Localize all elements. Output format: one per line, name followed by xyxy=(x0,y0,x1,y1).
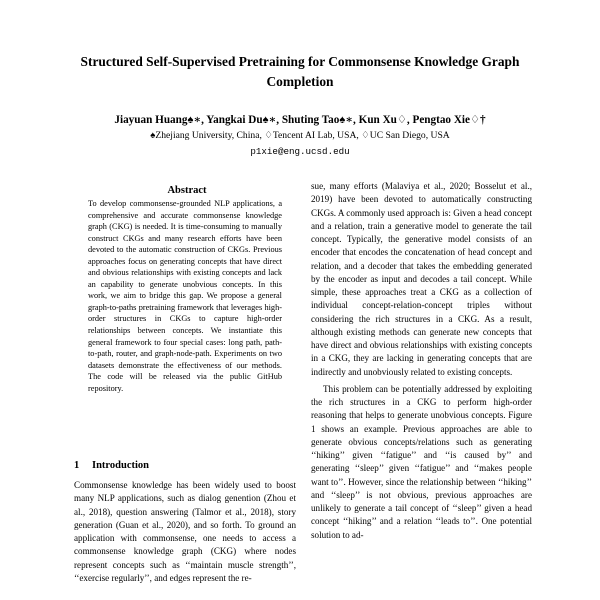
section-title: Introduction xyxy=(92,460,149,471)
abstract-text: To develop commonsense-grounded NLP applications, a comprehensive and accurate commonsense knowledge graph (CKG) is needed. It is time-consuming to manually construct CKGs and many research efforts have been devoted to the automatic construction of CKGs. Previous approaches focus on generating concepts that have direct and obvious relationships with existing concepts and lack an capability to generate unobvious concepts. In this work, we aim to bridge this gap. We propose a general graph-to-paths pretraining framework that leverages high-order structures in CKGs to capture high-order relationships between concepts. We instantiate this general framework to four special cases: long path, path-to-path, router, and graph-node-path. Experiments on two datasets demonstrate the effectiveness of our methods. The code will be released via the public GitHub repository. xyxy=(88,199,282,393)
intro-paragraph: Commonsense knowledge has been widely used to boost many NLP applications, such as dialog genention (Zhou et al., 2018), question answering (Talmor et al., 2018), story generation (Guan et al., 2020), and so forth. To ground an application with commonsense, one needs to access a commonsense knowledge graph (CKG) where nodes represent concepts such as ‘‘maintain muscle strength’’, ‘‘exercise regularly’’, and edges represent the re- xyxy=(74,480,296,584)
introduction-body xyxy=(74,479,296,585)
abstract-body xyxy=(88,198,282,394)
paper-title: Structured Self-Supervised Pretraining for Commonsense Knowledge Graph Completion xyxy=(80,54,520,89)
abstract-heading: Abstract xyxy=(167,185,207,196)
right-paragraph-1: sue, many efforts (Malaviya et al., 2020; Bosselut et al., 2019) have been devoted to automatically constructing CKGs. A commonly used approach is: Given a head concept and a relation, train a generative model to generate the tail concept. Typically, the generative model consists of an encoder that encodes the concatenation of head concept and relation, and a decoder that takes the embedding generated by the encoder as input and decodes a tail concept. While simple, these approaches treat a CKG as a collection of individual concept-relation-concept triples without considering the rich structures in a CKG. As a result, although existing methods can generate new concepts that have direct and obvious relationships with existing concepts in a CKG, they are lacking in generating concepts that are indirectly and unobviously related to existing concepts. xyxy=(311,181,532,377)
section-number: 1 xyxy=(74,460,80,471)
right-column xyxy=(311,180,532,542)
right-paragraph-2: This problem can be potentially addressed by exploiting the rich structures in a CKG to perform high-order reasoning that helps to generate unobvious concepts. Figure 1 shows an example. Previous approaches are able to generate obvious concepts/relations such as generating ‘‘hiking’’ given ‘‘fatigue’’ and ‘‘is caused by’’ and generating ‘‘sleep’’ given ‘‘fatigue’’ and ‘‘makes people want to’’. However, since the relationship between ‘‘hiking’’ and ‘‘sleep’’ is not obvious, previous approaches are unlikely to generate a tail concept of ‘‘sleep’’ given a head concept ‘‘hiking’’ and a relation ‘‘leads to’’. One potential solution to ad- xyxy=(311,383,532,540)
author-list: Jiayuan Huang♠∗, Yangkai Du♠∗, Shuting Tao♠∗, Kun Xu♢, Pengtao Xie♢† xyxy=(114,114,486,126)
contact-email: p1xie@eng.ucsd.edu xyxy=(250,146,350,157)
affiliations: ♠Zhejiang University, China, ♢Tencent AI Lab, USA, ♢UC San Diego, USA xyxy=(150,130,450,141)
section-heading-introduction xyxy=(74,459,149,472)
